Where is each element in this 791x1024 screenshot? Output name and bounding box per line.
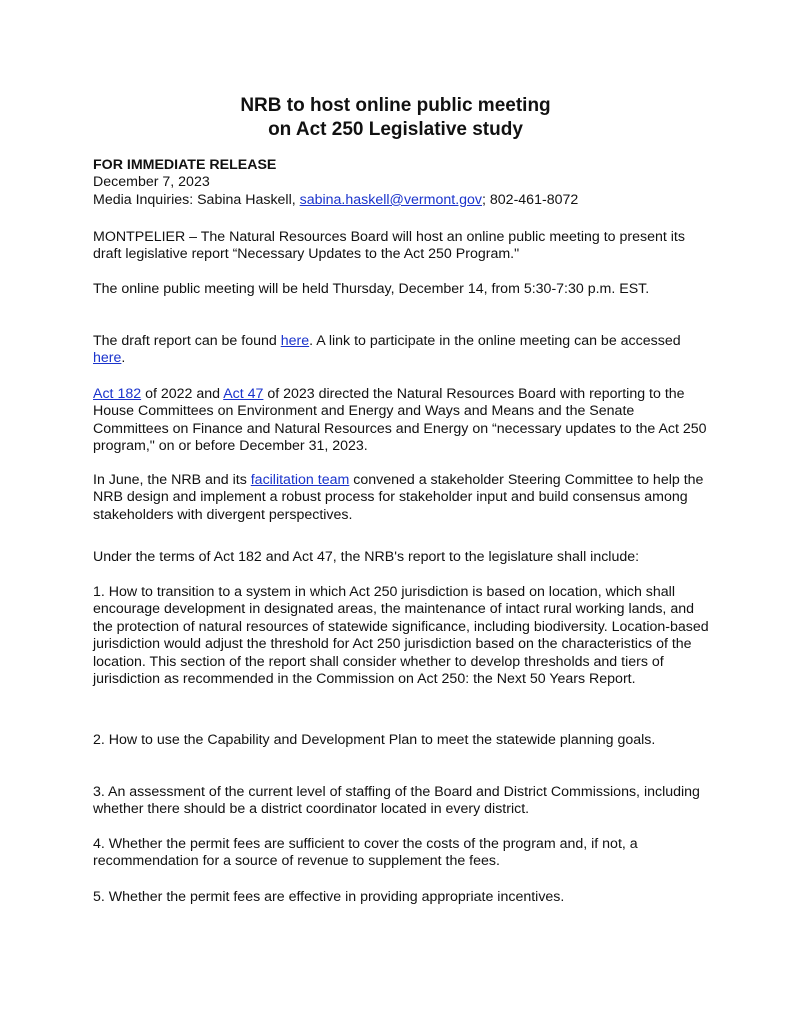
text: . A link to participate in the online meeting can be accessed: [309, 333, 681, 349]
text: of 2023 directed the Natural Resources Board with reporting to the House Committees on Environment and Energy and Ways and Means and the Senate Committees on Finance and Natural Resources and Energy on “necessary updates to the Act 250 program," on or before December 31, 2023.: [93, 386, 707, 455]
meeting-time-paragraph: The online public meeting will be held Thursday, December 14, from 5:30-7:30 p.m. EST.: [93, 281, 650, 297]
list-item-5: 5. Whether the permit fees are effective in providing appropriate incentives.: [93, 889, 565, 905]
text: In June, the NRB and its: [93, 472, 251, 488]
list-item-4: 4. Whether the permit fees are sufficient to cover the costs of the program and, if not, a recommendation for a source of revenue to supplement the fees.: [93, 836, 638, 870]
list-item-2: 2. How to use the Capability and Development Plan to meet the statewide planning goals.: [93, 732, 656, 748]
facilitation-team-link[interactable]: facilitation team: [250, 472, 350, 488]
release-date: December 7, 2023: [93, 174, 210, 191]
release-label: FOR IMMEDIATE RELEASE: [93, 157, 277, 173]
list-item-3: 3. An assessment of the current level of staffing of the Board and District Commissions, including whether there should be a district coordinator located in every district.: [93, 784, 700, 818]
release-header: [93, 157, 713, 209]
draft-report-link[interactable]: here: [280, 333, 310, 349]
media-inquiries: [93, 192, 713, 209]
media-email-link[interactable]: sabina.haskell@vermont.gov: [299, 191, 483, 208]
act-47-link[interactable]: Act 47: [223, 386, 264, 402]
text: .: [121, 350, 126, 367]
text: The draft report can be found: [93, 333, 281, 349]
list-item-1: 1. How to transition to a system in which Act 250 jurisdiction is based on location, which shall encourage development in designated areas, the maintenance of intact rural working lands, and the protection of natural resources of statewide significance, including biodiversity. Location-based jurisdiction would adjust the threshold for Act 250 jurisdiction based on the characteristics of the location. This section of the report shall consider whether to develop thresholds and tiers of jurisdiction as recommended in the Commission on Act 250: the Next 50 Years Report.: [93, 584, 709, 688]
headline-line-2: on Act 250 Legislative study: [268, 119, 523, 140]
links-paragraph: [93, 333, 713, 368]
meeting-link[interactable]: here: [93, 350, 122, 367]
acts-paragraph: [93, 386, 713, 456]
intro-paragraph: MONTPELIER – The Natural Resources Board will host an online public meeting to present its draft legislative report “Necessary Updates to the Act 250 Program.": [93, 229, 685, 263]
headline-line-1: NRB to host online public meeting: [240, 95, 551, 116]
act-182-link[interactable]: Act 182: [93, 386, 142, 402]
text: of 2022 and: [141, 386, 224, 402]
text: convened a stakeholder Steering Committee to help the NRB design and implement a robust process for stakeholder input and build consensus among stakeholders with divergent perspectives.: [93, 472, 704, 523]
media-prefix: Media Inquiries: Sabina Haskell,: [93, 191, 300, 208]
steering-committee-paragraph: [93, 472, 713, 524]
media-phone: ; 802-461-8072: [482, 191, 579, 208]
report-scope-intro: Under the terms of Act 182 and Act 47, the NRB's report to the legislature shall include:: [93, 549, 640, 565]
